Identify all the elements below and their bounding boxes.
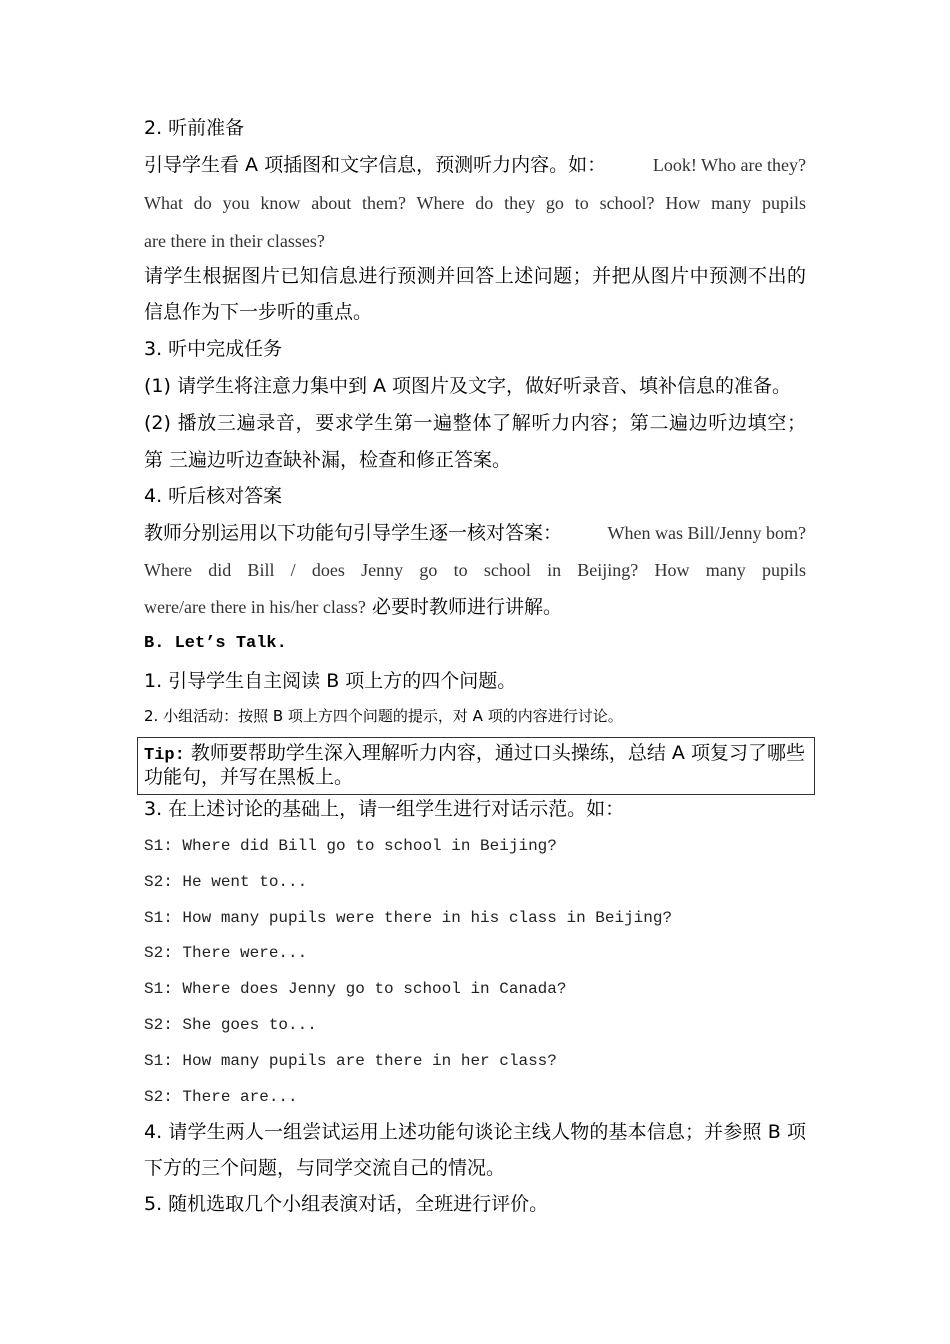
list-item: 3. 在上述讨论的基础上，请一组学生进行对话示范。如： <box>144 798 625 820</box>
dialog-line: S2: There were... <box>144 944 308 962</box>
list-item: 2. 小组活动：按照 B 项上方四个问题的提示，对 A 项的内容进行讨论。 <box>144 707 623 725</box>
list-item: 1. 引导学生自主阅读 B 项上方的四个问题。 <box>144 670 517 692</box>
tip-label: Tip: <box>144 746 185 765</box>
list-item: 5. 随机选取几个小组表演对话，全班进行评价。 <box>144 1193 549 1215</box>
section-heading: 4. 听后核对答案 <box>144 485 283 507</box>
list-item: (2) 播放三遍录音，要求学生第一遍整体了解听力内容；第二遍边听边填空； <box>144 412 806 434</box>
list-item: 第 三遍边听边查缺补漏，检查和修正答案。 <box>144 449 512 471</box>
paragraph-line <box>144 153 806 177</box>
paragraph-line: 信息作为下一步听的重点。 <box>144 301 373 323</box>
list-item: (1) 请学生将注意力集中到 A 项图片及文字，做好听录音、填补信息的准备。 <box>144 375 792 397</box>
list-item: 下方的三个问题，与同学交流自己的情况。 <box>144 1157 506 1179</box>
section-heading: B. Let’s Talk. <box>144 634 287 653</box>
tip-line: 功能句，并写在黑板上。 <box>144 766 354 788</box>
dialog-line: S2: She goes to... <box>144 1016 317 1034</box>
paragraph-line: are there in their classes? <box>144 231 325 251</box>
paragraph-line <box>144 521 806 545</box>
paragraph-line: 请学生根据图片已知信息进行预测并回答上述问题；并把从图片中预测不出的 <box>144 265 806 287</box>
paragraph-line <box>144 595 806 619</box>
tip-box <box>137 737 815 795</box>
paragraph-line: Where did Bill / does Jenny go to school in Beijing? How many pupils <box>144 560 806 580</box>
text: were/are there in his/her class? <box>144 597 366 617</box>
text: When was Bill/Jenny bom? <box>607 523 806 543</box>
dialog-line: S1: Where did Bill go to school in Beijing? <box>144 837 557 855</box>
dialog-line: S2: There are... <box>144 1088 298 1106</box>
text: Look! Who are they? <box>652 155 806 175</box>
text: 教师分别运用以下功能句引导学生逐一核对答案： <box>144 522 563 544</box>
section-heading: 3. 听中完成任务 <box>144 338 283 360</box>
text: 教师要帮助学生深入理解听力内容，通过口头操练，总结 A 项复习了哪些 <box>190 742 805 764</box>
list-item: 4. 请学生两人一组尝试运用上述功能句谈论主线人物的基本信息；并参照 B 项 <box>144 1121 806 1143</box>
text: 必要时教师进行讲解。 <box>371 596 562 618</box>
paragraph-line: What do you know about them? Where do they go to school? How many pupils <box>144 193 806 213</box>
dialog-line: S1: How many pupils are there in her class? <box>144 1052 557 1070</box>
section-heading: 2. 听前准备 <box>144 117 245 139</box>
dialog-line: S1: How many pupils were there in his class in Beijing? <box>144 909 673 927</box>
dialog-line: S2: He went to... <box>144 873 308 891</box>
text: 引导学生看 A 项插图和文字信息，预测听力内容。如： <box>144 154 607 176</box>
dialog-line: S1: Where does Jenny go to school in Canada? <box>144 980 567 998</box>
tip-line <box>144 741 805 768</box>
